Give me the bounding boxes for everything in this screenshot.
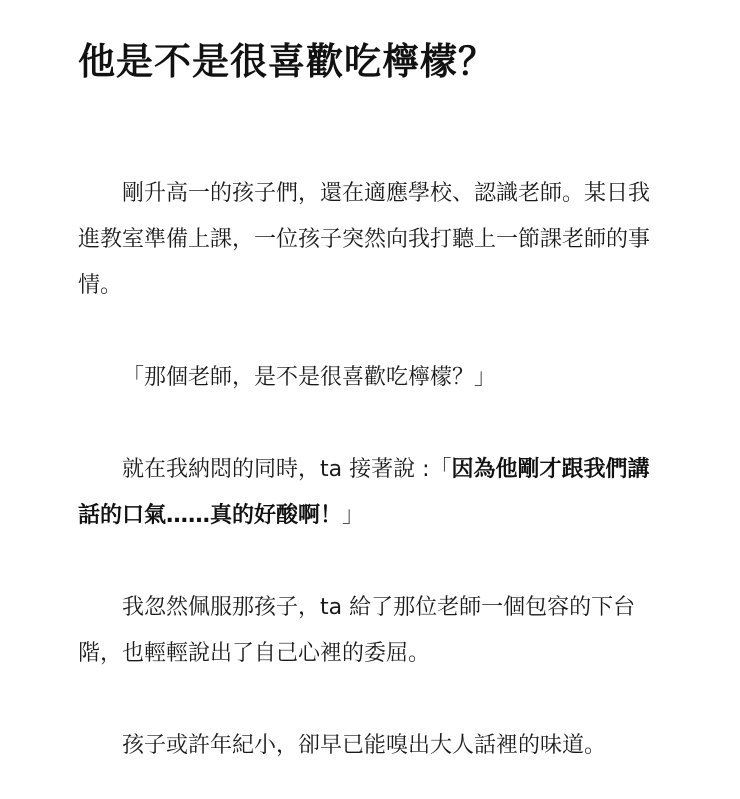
paragraph-2-quote: 「那個老師，是不是很喜歡吃檸檬？」 [122, 365, 497, 390]
paragraph-3 [78, 447, 662, 539]
paragraph-1: 剛升高一的孩子們，還在適應學校、認識老師。某日我進教室準備上課，一位孩子突然向我打聽上一節課老師的事情。 [78, 181, 651, 298]
paragraph-4: 我忽然佩服那孩子，ta 給了那位老師一個包容的下台階，也輕輕說出了自己心裡的委屈。 [78, 595, 636, 666]
paragraph-5: 孩子或許年紀小，卻早已能嗅出大人話裡的味道。 [122, 733, 607, 758]
paragraph-3-prefix: 就在我納悶的同時，ta 接著說 :「 [122, 457, 452, 482]
paragraph-3-bold-quote: 因為他剛才跟我們講話的口氣……真的好酸啊！ [78, 457, 650, 528]
paragraph-3-suffix: 」 [342, 503, 365, 528]
article-body [78, 171, 662, 769]
article-title: 他是不是很喜歡吃檸檬？ [78, 40, 496, 83]
